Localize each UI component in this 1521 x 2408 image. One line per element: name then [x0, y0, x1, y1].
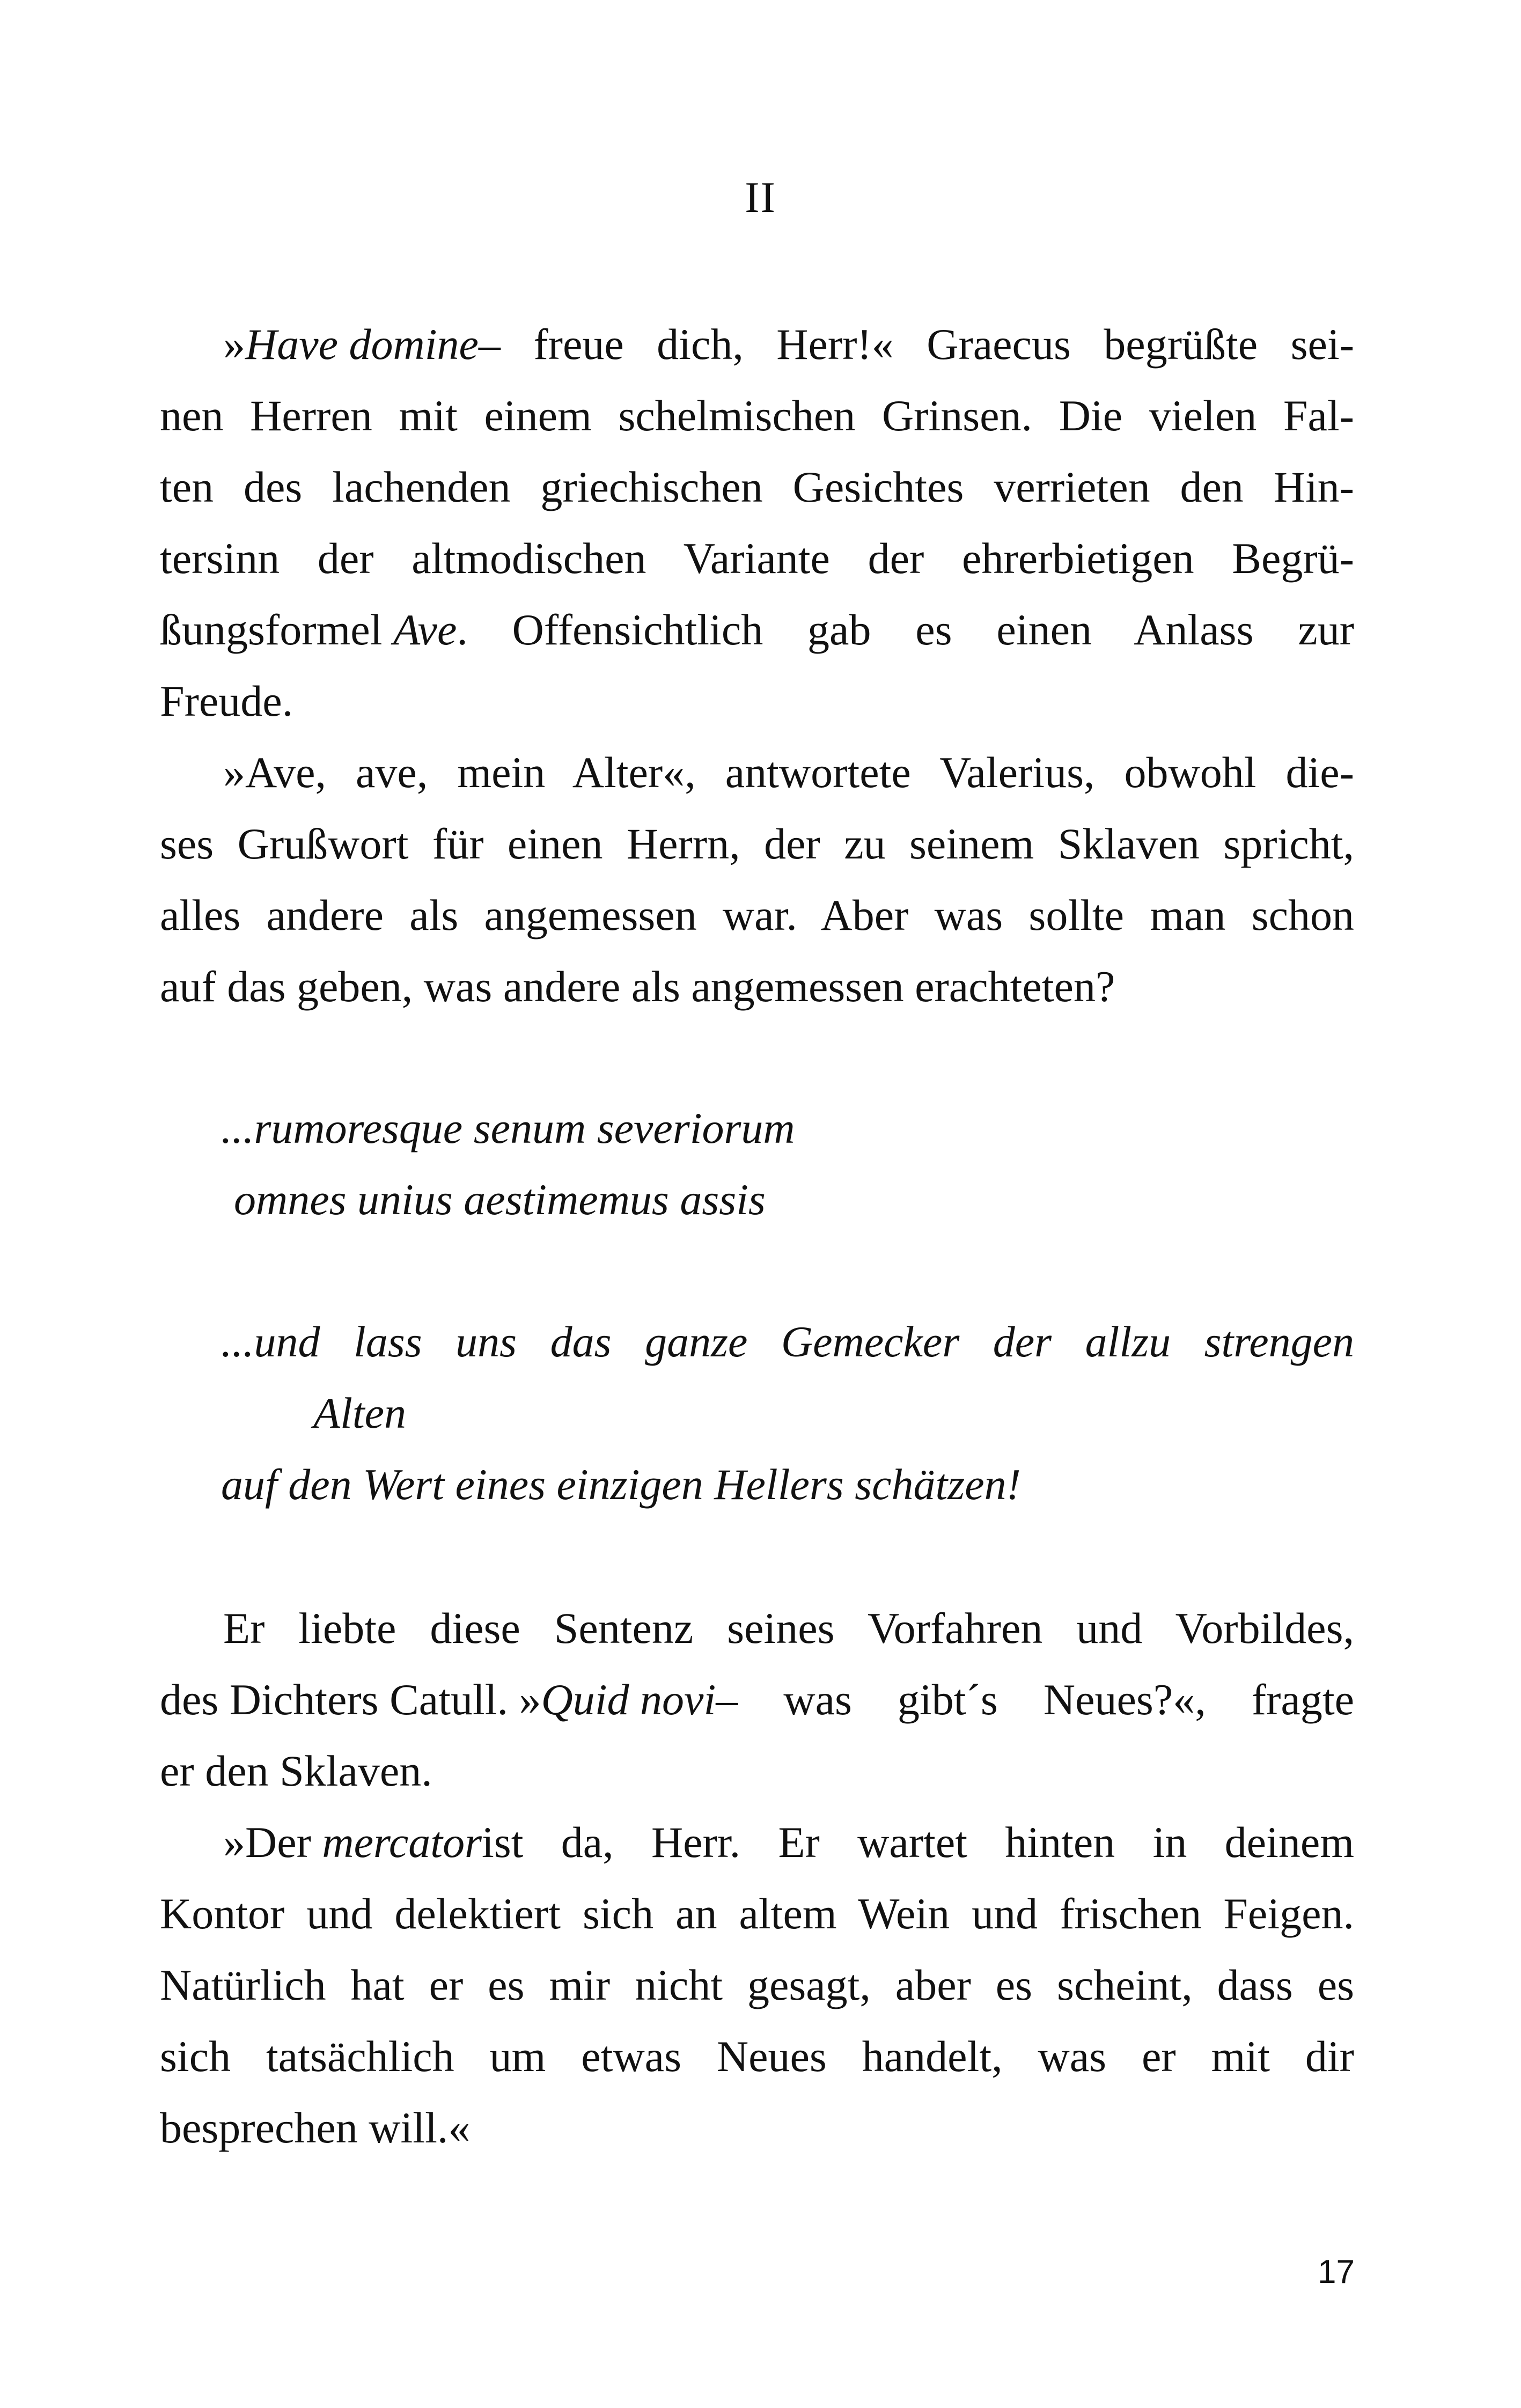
text-fragment: »: [223, 320, 245, 369]
chapter-number: II: [745, 173, 776, 222]
text-line: alles andere als angemessen war. Aber was sollte man schon: [160, 891, 1354, 939]
italic-phrase: Have domine: [245, 320, 479, 369]
text-fragment: ist da, Herr. Er wartet hinten in deinem: [482, 1818, 1354, 1867]
text-line: Natürlich hat er es mir nicht gesagt, aber es scheint, dass es: [160, 1961, 1354, 2009]
paragraph-3: [160, 1592, 1354, 1807]
text-line: Er liebte diese Sentenz seines Vorfahren und Vorbildes,: [223, 1604, 1354, 1653]
italic-phrase: Ave: [393, 605, 457, 654]
text-line: nen Herren mit einem schelmischen Grinsen. Die vielen Fal-: [160, 391, 1354, 440]
text-line: er den Sklaven.: [160, 1746, 432, 1795]
paragraph-2: [160, 737, 1354, 1022]
verse-line: ...rumoresque senum severiorum: [221, 1104, 795, 1152]
verse-latin: [221, 1092, 1354, 1235]
text-line: [160, 594, 1354, 665]
text-line: sich tatsächlich um etwas Neues handelt, was er mit dir: [160, 2032, 1354, 2081]
text-line: Freude.: [160, 677, 293, 725]
verse-line: ...und lass uns das ganze Gemecker der allzu strengen: [221, 1317, 1354, 1366]
text-line: ses Grußwort für einen Herrn, der zu seinem Sklaven spricht,: [160, 819, 1354, 868]
text-line: ten des lachenden griechischen Gesichtes verrieten den Hin-: [160, 462, 1354, 511]
paragraph-4: [160, 1807, 1354, 2163]
text-fragment: ßungsformel: [160, 605, 393, 654]
text-fragment: – was gibt´s Neues?«, fragte: [716, 1675, 1354, 1724]
text-line: besprechen will.«: [160, 2103, 471, 2152]
verse-line: omnes unius aestimemus assis: [234, 1175, 766, 1224]
text-fragment: . Offensichtlich gab es einen Anlass zur: [457, 605, 1354, 654]
text-line: [160, 309, 1354, 380]
verse-line: Alten: [313, 1389, 407, 1437]
text-line: [160, 1664, 1354, 1735]
verse-line: auf den Wert eines einzigen Hellers schätzen!: [221, 1460, 1021, 1509]
italic-phrase: Quid novi: [541, 1675, 716, 1724]
page-number: 17: [1318, 2253, 1355, 2290]
text-line: »Ave, ave, mein Alter«, antwortete Valerius, obwohl die-: [223, 748, 1354, 797]
verse-german: [221, 1306, 1354, 1520]
paragraph-1: [160, 309, 1354, 737]
text-line: tersinn der altmodischen Variante der ehrerbietigen Begrü-: [160, 534, 1354, 583]
italic-phrase: mercator: [322, 1818, 482, 1867]
text-line: [160, 1807, 1354, 1878]
text-line: Kontor und delektiert sich an altem Wein und frischen Feigen.: [160, 1889, 1354, 1938]
text-fragment: – freue dich, Herr!« Graecus begrüßte sei-: [478, 320, 1354, 369]
text-line: auf das geben, was andere als angemessen erachteten?: [160, 962, 1115, 1011]
text-fragment: des Dichters Catull. »: [160, 1675, 541, 1724]
text-fragment: »Der: [223, 1818, 322, 1867]
